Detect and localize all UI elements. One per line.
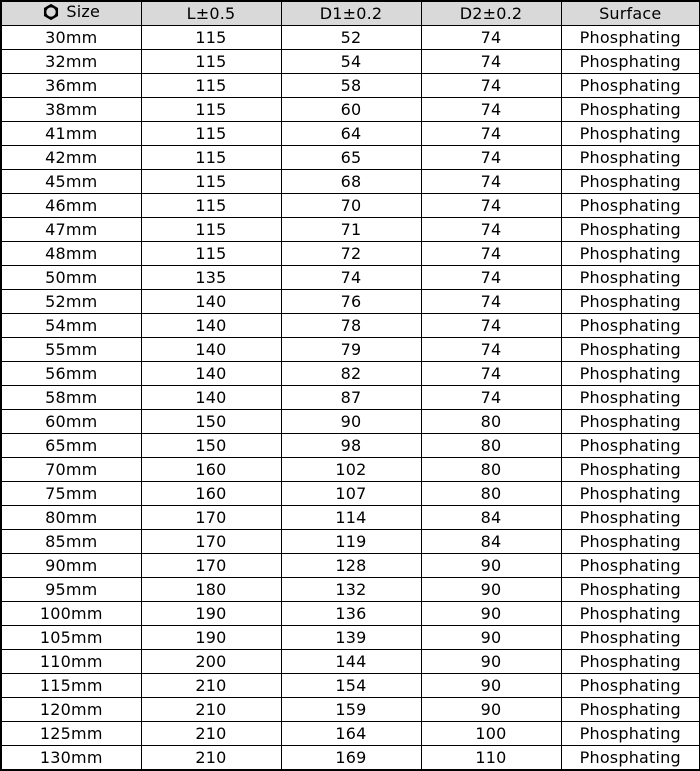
d2-cell: 110 bbox=[421, 746, 561, 771]
size-cell: 130mm bbox=[1, 746, 141, 771]
d2-cell: 74 bbox=[421, 362, 561, 386]
surface-cell: Phosphating bbox=[561, 410, 700, 434]
length-cell: 135 bbox=[141, 266, 281, 290]
table-row bbox=[1, 146, 700, 170]
size-cell: 85mm bbox=[1, 530, 141, 554]
length-cell: 115 bbox=[141, 146, 281, 170]
size-cell: 75mm bbox=[1, 482, 141, 506]
length-cell: 140 bbox=[141, 290, 281, 314]
d2-cell: 80 bbox=[421, 458, 561, 482]
d1-cell: 128 bbox=[281, 554, 421, 578]
length-cell: 160 bbox=[141, 458, 281, 482]
length-cell: 140 bbox=[141, 338, 281, 362]
table-body bbox=[1, 26, 700, 771]
surface-cell: Phosphating bbox=[561, 266, 700, 290]
size-cell: 90mm bbox=[1, 554, 141, 578]
table-row bbox=[1, 362, 700, 386]
size-cell: 60mm bbox=[1, 410, 141, 434]
length-cell: 210 bbox=[141, 722, 281, 746]
surface-cell: Phosphating bbox=[561, 98, 700, 122]
length-cell: 150 bbox=[141, 434, 281, 458]
hex-socket-icon bbox=[42, 3, 60, 21]
table-row bbox=[1, 218, 700, 242]
header-row bbox=[1, 1, 700, 26]
d1-cell: 136 bbox=[281, 602, 421, 626]
d1-cell: 78 bbox=[281, 314, 421, 338]
d2-cell: 74 bbox=[421, 314, 561, 338]
d1-cell: 144 bbox=[281, 650, 421, 674]
table-row bbox=[1, 746, 700, 771]
size-cell: 48mm bbox=[1, 242, 141, 266]
length-cell: 200 bbox=[141, 650, 281, 674]
length-column-header: L±0.5 bbox=[141, 1, 281, 26]
table-row bbox=[1, 482, 700, 506]
d1-cell: 68 bbox=[281, 170, 421, 194]
size-cell: 36mm bbox=[1, 74, 141, 98]
size-cell: 80mm bbox=[1, 506, 141, 530]
d1-cell: 64 bbox=[281, 122, 421, 146]
d1-cell: 72 bbox=[281, 242, 421, 266]
length-cell: 115 bbox=[141, 218, 281, 242]
size-cell: 65mm bbox=[1, 434, 141, 458]
surface-cell: Phosphating bbox=[561, 434, 700, 458]
table-row bbox=[1, 338, 700, 362]
d2-cell: 80 bbox=[421, 482, 561, 506]
d1-cell: 132 bbox=[281, 578, 421, 602]
table-row bbox=[1, 530, 700, 554]
d1-cell: 70 bbox=[281, 194, 421, 218]
size-cell: 52mm bbox=[1, 290, 141, 314]
d2-cell: 74 bbox=[421, 338, 561, 362]
size-cell: 47mm bbox=[1, 218, 141, 242]
d1-cell: 119 bbox=[281, 530, 421, 554]
length-cell: 115 bbox=[141, 50, 281, 74]
d1-cell: 159 bbox=[281, 698, 421, 722]
d2-cell: 74 bbox=[421, 266, 561, 290]
d2-cell: 74 bbox=[421, 386, 561, 410]
table-row bbox=[1, 170, 700, 194]
surface-cell: Phosphating bbox=[561, 746, 700, 771]
table-row bbox=[1, 554, 700, 578]
surface-cell: Phosphating bbox=[561, 650, 700, 674]
d1-cell: 164 bbox=[281, 722, 421, 746]
surface-cell: Phosphating bbox=[561, 602, 700, 626]
table-row bbox=[1, 410, 700, 434]
length-cell: 170 bbox=[141, 506, 281, 530]
length-cell: 115 bbox=[141, 170, 281, 194]
d2-cell: 74 bbox=[421, 170, 561, 194]
table-row bbox=[1, 50, 700, 74]
d1-cell: 139 bbox=[281, 626, 421, 650]
size-cell: 100mm bbox=[1, 602, 141, 626]
surface-cell: Phosphating bbox=[561, 530, 700, 554]
surface-cell: Phosphating bbox=[561, 698, 700, 722]
size-header-label: Size bbox=[66, 2, 101, 22]
d2-cell: 74 bbox=[421, 74, 561, 98]
d2-cell: 74 bbox=[421, 218, 561, 242]
length-cell: 170 bbox=[141, 554, 281, 578]
surface-cell: Phosphating bbox=[561, 50, 700, 74]
d1-cell: 107 bbox=[281, 482, 421, 506]
length-cell: 210 bbox=[141, 674, 281, 698]
surface-cell: Phosphating bbox=[561, 122, 700, 146]
surface-cell: Phosphating bbox=[561, 26, 700, 50]
table-header bbox=[1, 1, 700, 26]
size-header-content bbox=[42, 2, 100, 21]
length-cell: 115 bbox=[141, 98, 281, 122]
d1-cell: 71 bbox=[281, 218, 421, 242]
d2-cell: 84 bbox=[421, 530, 561, 554]
surface-cell: Phosphating bbox=[561, 362, 700, 386]
surface-cell: Phosphating bbox=[561, 74, 700, 98]
d1-cell: 154 bbox=[281, 674, 421, 698]
table-row bbox=[1, 506, 700, 530]
d1-cell: 169 bbox=[281, 746, 421, 771]
d2-cell: 90 bbox=[421, 626, 561, 650]
surface-cell: Phosphating bbox=[561, 242, 700, 266]
d2-cell: 90 bbox=[421, 674, 561, 698]
surface-cell: Phosphating bbox=[561, 218, 700, 242]
surface-cell: Phosphating bbox=[561, 482, 700, 506]
length-cell: 190 bbox=[141, 602, 281, 626]
d2-cell: 84 bbox=[421, 506, 561, 530]
d2-cell: 74 bbox=[421, 98, 561, 122]
surface-cell: Phosphating bbox=[561, 554, 700, 578]
size-cell: 42mm bbox=[1, 146, 141, 170]
d1-cell: 76 bbox=[281, 290, 421, 314]
d2-cell: 74 bbox=[421, 290, 561, 314]
length-cell: 115 bbox=[141, 74, 281, 98]
table-row bbox=[1, 434, 700, 458]
table-row bbox=[1, 626, 700, 650]
length-cell: 180 bbox=[141, 578, 281, 602]
table-row bbox=[1, 458, 700, 482]
surface-cell: Phosphating bbox=[561, 674, 700, 698]
d2-cell: 74 bbox=[421, 26, 561, 50]
size-cell: 125mm bbox=[1, 722, 141, 746]
table-row bbox=[1, 194, 700, 218]
size-cell: 54mm bbox=[1, 314, 141, 338]
d2-cell: 80 bbox=[421, 410, 561, 434]
length-cell: 115 bbox=[141, 26, 281, 50]
d2-cell: 74 bbox=[421, 50, 561, 74]
d1-cell: 58 bbox=[281, 74, 421, 98]
d1-column-header: D1±0.2 bbox=[281, 1, 421, 26]
length-cell: 190 bbox=[141, 626, 281, 650]
size-cell: 41mm bbox=[1, 122, 141, 146]
table-row bbox=[1, 290, 700, 314]
table-row bbox=[1, 26, 700, 50]
size-cell: 50mm bbox=[1, 266, 141, 290]
length-cell: 210 bbox=[141, 746, 281, 771]
surface-cell: Phosphating bbox=[561, 338, 700, 362]
d1-cell: 87 bbox=[281, 386, 421, 410]
d1-cell: 102 bbox=[281, 458, 421, 482]
size-cell: 95mm bbox=[1, 578, 141, 602]
d2-cell: 90 bbox=[421, 554, 561, 578]
table-row bbox=[1, 74, 700, 98]
d2-cell: 90 bbox=[421, 698, 561, 722]
d2-column-header: D2±0.2 bbox=[421, 1, 561, 26]
size-cell: 55mm bbox=[1, 338, 141, 362]
table-row bbox=[1, 602, 700, 626]
surface-cell: Phosphating bbox=[561, 290, 700, 314]
surface-cell: Phosphating bbox=[561, 626, 700, 650]
d1-cell: 90 bbox=[281, 410, 421, 434]
size-cell: 45mm bbox=[1, 170, 141, 194]
surface-cell: Phosphating bbox=[561, 722, 700, 746]
table-row bbox=[1, 386, 700, 410]
table-row bbox=[1, 122, 700, 146]
d1-cell: 54 bbox=[281, 50, 421, 74]
table-row bbox=[1, 578, 700, 602]
length-cell: 150 bbox=[141, 410, 281, 434]
d1-cell: 65 bbox=[281, 146, 421, 170]
table-row bbox=[1, 314, 700, 338]
size-cell: 105mm bbox=[1, 626, 141, 650]
length-cell: 140 bbox=[141, 362, 281, 386]
table-row bbox=[1, 650, 700, 674]
size-cell: 56mm bbox=[1, 362, 141, 386]
d2-cell: 90 bbox=[421, 650, 561, 674]
size-cell: 38mm bbox=[1, 98, 141, 122]
d1-cell: 82 bbox=[281, 362, 421, 386]
length-cell: 160 bbox=[141, 482, 281, 506]
d2-cell: 74 bbox=[421, 146, 561, 170]
length-cell: 140 bbox=[141, 386, 281, 410]
d2-cell: 90 bbox=[421, 602, 561, 626]
surface-cell: Phosphating bbox=[561, 170, 700, 194]
table-row bbox=[1, 266, 700, 290]
surface-cell: Phosphating bbox=[561, 146, 700, 170]
size-cell: 46mm bbox=[1, 194, 141, 218]
d1-cell: 114 bbox=[281, 506, 421, 530]
length-cell: 115 bbox=[141, 242, 281, 266]
table-row bbox=[1, 698, 700, 722]
surface-column-header: Surface bbox=[561, 1, 700, 26]
surface-cell: Phosphating bbox=[561, 386, 700, 410]
size-cell: 110mm bbox=[1, 650, 141, 674]
surface-cell: Phosphating bbox=[561, 578, 700, 602]
table-row bbox=[1, 98, 700, 122]
size-cell: 58mm bbox=[1, 386, 141, 410]
surface-cell: Phosphating bbox=[561, 194, 700, 218]
d1-cell: 60 bbox=[281, 98, 421, 122]
d2-cell: 74 bbox=[421, 122, 561, 146]
d2-cell: 100 bbox=[421, 722, 561, 746]
size-cell: 70mm bbox=[1, 458, 141, 482]
surface-cell: Phosphating bbox=[561, 314, 700, 338]
size-cell: 120mm bbox=[1, 698, 141, 722]
d1-cell: 79 bbox=[281, 338, 421, 362]
size-cell: 30mm bbox=[1, 26, 141, 50]
d1-cell: 52 bbox=[281, 26, 421, 50]
d2-cell: 74 bbox=[421, 194, 561, 218]
length-cell: 115 bbox=[141, 122, 281, 146]
d2-cell: 90 bbox=[421, 578, 561, 602]
size-cell: 32mm bbox=[1, 50, 141, 74]
surface-cell: Phosphating bbox=[561, 506, 700, 530]
length-cell: 170 bbox=[141, 530, 281, 554]
table-row bbox=[1, 722, 700, 746]
length-cell: 115 bbox=[141, 194, 281, 218]
size-cell: 115mm bbox=[1, 674, 141, 698]
surface-cell: Phosphating bbox=[561, 458, 700, 482]
d2-cell: 80 bbox=[421, 434, 561, 458]
d1-cell: 74 bbox=[281, 266, 421, 290]
table-row bbox=[1, 674, 700, 698]
table-row bbox=[1, 242, 700, 266]
length-cell: 140 bbox=[141, 314, 281, 338]
size-column-header bbox=[1, 1, 141, 26]
length-cell: 210 bbox=[141, 698, 281, 722]
d2-cell: 74 bbox=[421, 242, 561, 266]
d1-cell: 98 bbox=[281, 434, 421, 458]
